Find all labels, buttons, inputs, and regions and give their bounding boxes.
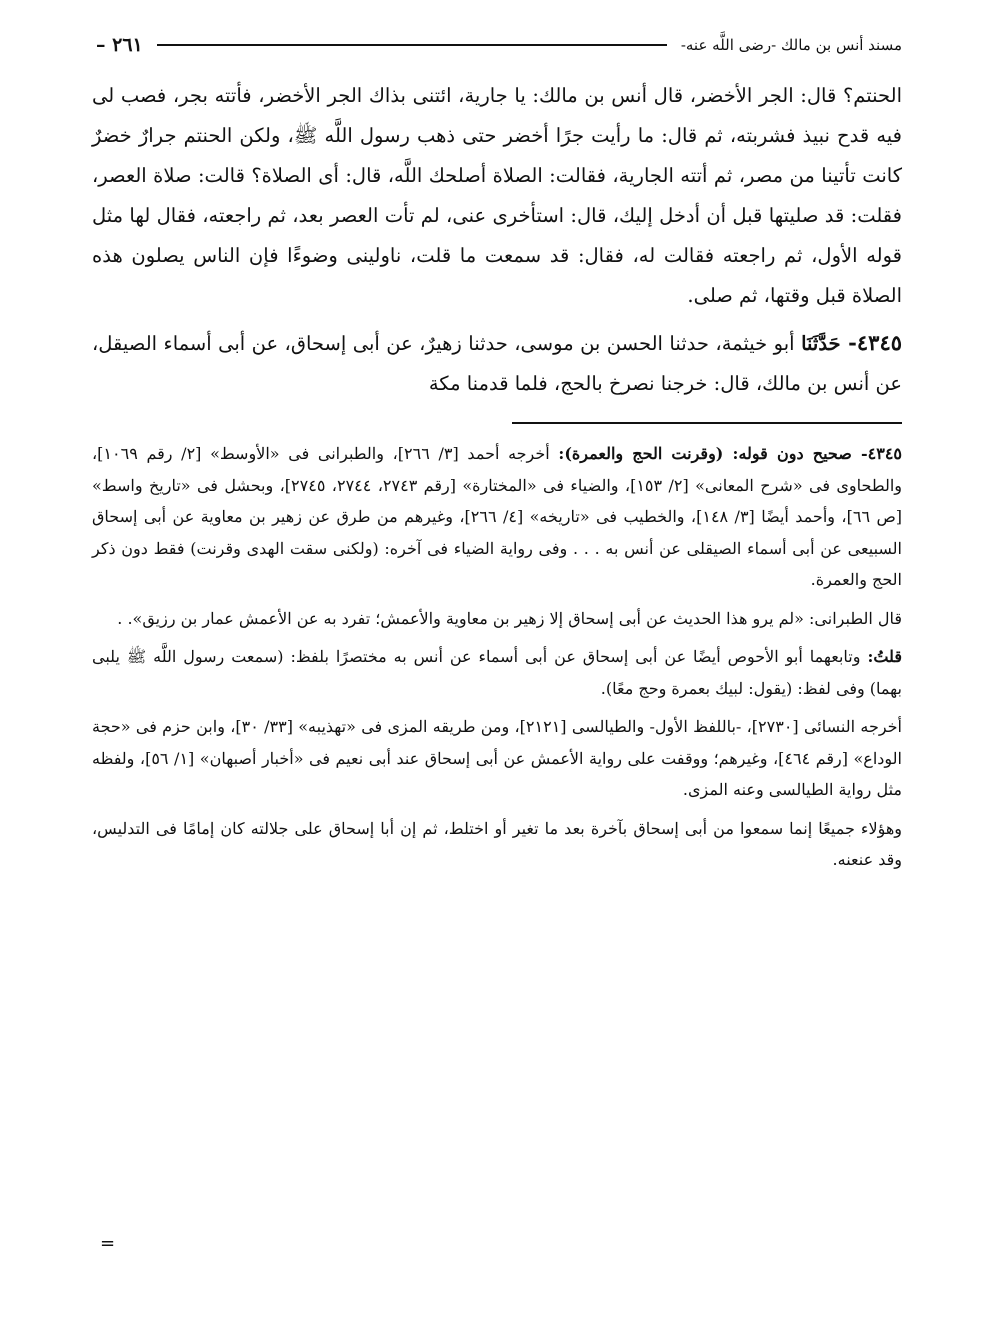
footnote-separator	[512, 422, 902, 424]
continuation-mark: =	[100, 1233, 116, 1254]
footnote-3	[92, 641, 902, 704]
hadith-dash: -	[840, 330, 857, 355]
hadith-paragraph	[92, 323, 902, 404]
footnotes	[92, 438, 902, 876]
main-paragraph: الحنتم؟ قال: الجر الأخضر، قال أنس بن مالك: يا جارية، ائتنى بذاك الجر الأخضر، فأتته بجر، فصب لى فيه قدح نبيذ فشربته، ثم قال: ما رأيت جرًا أخضر حتى ذهب رسول اللَّه ﷺ، ولكن الحنتم جرارٌ خضرٌ كانت تأتينا من مصر، ثم أتته الجارية، فقالت: الصلاة أصلحك اللَّه، قال: أى الصلاة؟ قالت: صلاة العصر، فقلت: قد صليتها قبل أن أدخل إليك، قال: استأخرى عنى، لم تأت العصر بعد، ثم راجعته، فقال لها مثل قوله الأول، ثم راجعته فقالت له، فقال: قد سمعت ما قلت، ناولينى وضوءًا فإن الناس يصلون هذه الصلاة قبل وقتها، ثم صلى.	[92, 84, 902, 307]
page-header	[92, 28, 902, 62]
hadith-text: أبو خيثمة، حدثنا الحسن بن موسى، حدثنا زهيرٌ، عن أبى إسحاق، عن أبى أسماء الصيقل، عن أنس بن مالك، قال: خرجنا نصرخ بالحج، فلما قدمنا مكة	[92, 332, 902, 395]
footnote-3-text: وتابعهما أبو الأحوص أيضًا عن أبى إسحاق عن أبى أسماء عن أنس به مختصرًا بلفظ: (سمعت رسول اللَّه ﷺ يلبى بهما) وفى لفظ: (يقول: لبيك بعمرة وحج معًا).	[92, 647, 902, 698]
footnote-2: قال الطبرانى: «لم يرو هذا الحديث عن أبى إسحاق إلا زهير بن معاوية والأعمش؛ تفرد به عن الأعمش عمار بن رزيق». .	[117, 608, 902, 628]
hadith-verb: حَدَّثَنَا	[801, 332, 841, 355]
running-title: مسند أنس بن مالك -رضى اللَّه عنه-	[680, 36, 902, 54]
footnote-1-text: أخرجه أحمد [٣/ ٢٦٦]، والطبرانى فى «الأوسط» [٢/ رقم ١٠٦٩]، والطحاوى فى «شرح المعانى» [٢/ ١٥٣]، والضياء فى «المختارة» [رقم ٢٧٤٣، ٢٧٤٤، ٢٧٤٥]، وبحشل فى «تاريخ واسط» [ص ٦٦]، وأحمد أيضًا [٣/ ١٤٨]، والخطيب فى «تاريخه» [٤/ ٢٦٦]، وغيرهم من طرق عن زهير بن معاوية عن أبى إسحاق السبيعى عن أبى أسماء الصيقلى عن أنس به . . . وفى رواية الضياء فى آخره: (ولكنى سقت الهدى وقرنت) فقط دون ذكر الحج والعمرة.	[92, 444, 903, 589]
main-text	[92, 76, 902, 404]
footnote-5: وهؤلاء جميعًا إنما سمعوا من أبى إسحاق بآخرة بعد ما تغير أو اختلط، ثم إن أبا إسحاق على جلالته كان إمامًا فى التدليس، وقد عنعنه.	[92, 818, 902, 869]
footnote-1-label: ٤٣٤٥- صحيح دون قوله: (وقرنت الحج والعمرة):	[558, 444, 902, 463]
hadith-number: ٤٣٤٥	[856, 330, 903, 355]
book-page	[92, 28, 902, 883]
footnote-4: أخرجه النسائى [٢٧٣٠]، -باللفظ الأول- والطيالسى [٢١٢١]، ومن طريقه المزى فى «تهذيبه» [٣٣/ ٣٠]، وابن حزم فى «حجة الوداع» [رقم ٤٦٤]، وغيرهم؛ ووقفت على رواية الأعمش عن أبى إسحاق عند أبى نعيم فى «أخبار أصبهان» [١/ ٥٦]، ولفظه مثل رواية الطيالسى وعنه المزى.	[92, 717, 902, 799]
footnote-1	[92, 438, 902, 596]
footnote-3-label: قلتُ:	[867, 647, 902, 666]
header-rule	[157, 44, 667, 46]
page-number: ٢٦١ –	[96, 34, 143, 56]
